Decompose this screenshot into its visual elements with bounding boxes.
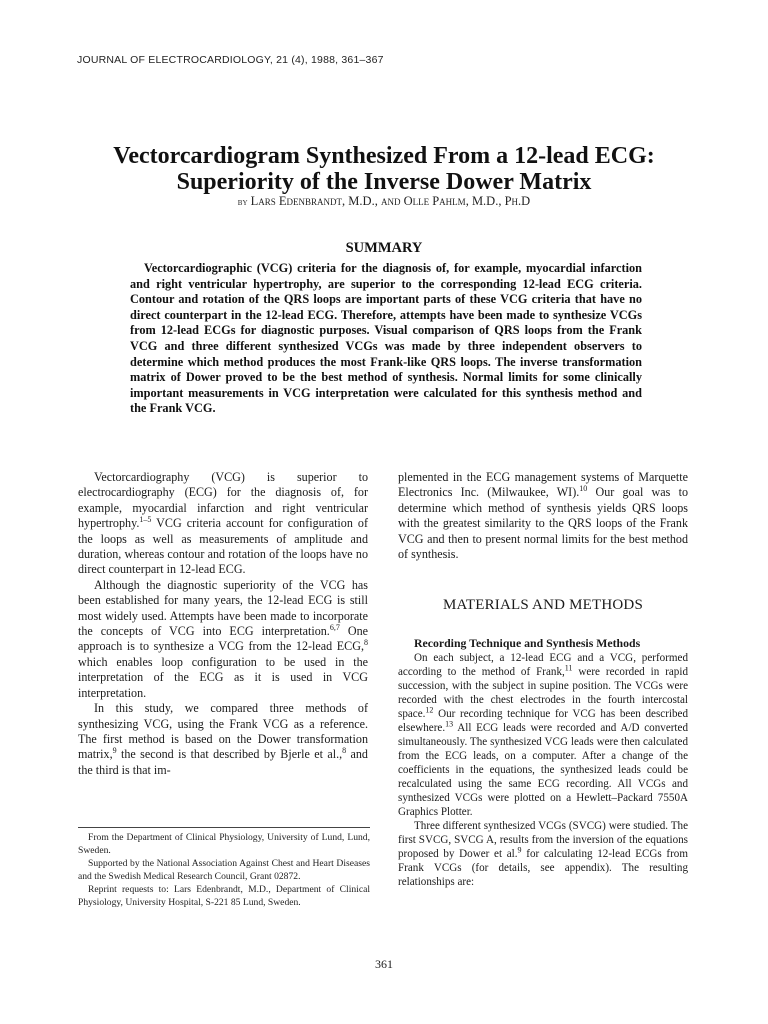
- left-paragraph-3: In this study, we compared three methods of synthesizing VCG, using the Frank VCG as a reference. The first method is based on the Dower transformation matrix,$^9$ the second is that described by Bjerle et al.,$^8$ and the third is that im-: [78, 701, 368, 777]
- footnote-affiliation: From the Department of Clinical Physiology, University of Lund, Lund, Sweden.: [78, 832, 370, 856]
- author-2-degree-phd: Ph.D: [504, 194, 531, 208]
- summary-heading: SUMMARY: [345, 240, 423, 256]
- left-paragraph-2: Although the diagnostic superiority of the VCG has been established for many years, the 12-lead ECG is still most widely used. Attempts have been made to incorporate the concepts of VCG into ECG interpretation.$^{6,7}$ One approach is to synthesize a VCG from the 12-lead ECG,$^8$ which enables loop configuration to be used in the interpretation of the ECG as it is used in VCG interpretation.: [78, 577, 368, 700]
- summary-text: Vectorcardiographic (VCG) criteria for the diagnosis of, for example, myocardial infarction and right ventricular hypertrophy, are superior to the corresponding 12-lead ECG criteria. Contour and rotation of the QRS loops are important parts of these VCG criteria that have no direct counterpart in the 12-lead ECG. Therefore, attempts have been made to synthesize VCGs from 12-lead ECGs for diagnostic purposes. Visual comparison of QRS loops from the Frank VCG and three different synthesized VCGs was made by three independent observers to determine which method produces the most Frank-like QRS loops. The inverse transformation matrix of Dower proved to be the best method of synthesis. Normal limits for some clinically important measurements in VCG interpretation were calculated for this synthesis method and the Frank VCG.: [130, 261, 642, 416]
- right-paragraph-2: On each subject, a 12-lead ECG and a VCG, performed according to the method of Frank,$^{11}$ were recorded in rapid succession, with the subject in supine position. The VCGs were recorded with the chest electrodes in the fourth intercostal space.$^{12}$ Our recording technique for VCG has been described elsewhere.$^{13}$ All ECG leads were recorded and A/D converted simultaneously. The synthesized VCG leads were then calculated from the ECG leads, on a computer. After a change of the coefficients in the equations, the synthesized leads could be recalculated using the same ECG recording. All VCGs and synthesized VCGs were plotted on a Hewlett–Packard 7550A Graphics Plotter.: [398, 652, 688, 819]
- author-2-degree: , M.D.,: [465, 194, 505, 208]
- byline-and: and: [380, 194, 401, 208]
- author-1-degree: , M.D.,: [342, 194, 381, 208]
- right-paragraph-3: Three different synthesized VCGs (SVCG) were studied. The first SVCG, SVCG A, results from the inversion of the equations proposed by Dower et al.$^9$ for calculating 12-lead ECGs from Frank VCGs (for details, see appendix). The resulting relationships are:: [398, 820, 688, 889]
- page-number: 361: [375, 957, 393, 971]
- title-line-2: Superiority of the Inverse Dower Matrix: [176, 169, 592, 195]
- subsection-heading-recording: Recording Technique and Synthesis Methods: [414, 635, 641, 650]
- article-title: [40, 143, 728, 195]
- right-column: [398, 470, 688, 889]
- author-2: Olle Pahlm: [403, 194, 466, 208]
- byline: [40, 194, 728, 209]
- left-paragraph-1: Vectorcardiography (VCG) is superior to electrocardiography (ECG) for the diagnosis of, for example, myocardial infarction and right ventricular hypertrophy.$^{1-5}$ VCG criteria account for configuration of the loops as well as measurements of amplitude and duration, whereas contour and rotation of the loops have no direct counterpart in 12-lead ECG.: [78, 470, 368, 577]
- left-column: [78, 470, 368, 778]
- footnote-reprint: Reprint requests to: Lars Edenbrandt, M.D., Department of Clinical Physiology, University Hospital, S-221 85 Lund, Sweden.: [78, 884, 370, 908]
- byline-by: by: [237, 197, 248, 208]
- footnote-funding: Supported by the National Association Against Chest and Heart Diseases and the Swedish Medical Research Council, Grant 02872.: [78, 858, 370, 882]
- title-line-1: Vectorcardiogram Synthesized From a 12-lead ECG:: [113, 143, 655, 169]
- author-1: Lars Edenbrandt: [250, 194, 343, 208]
- journal-header: JOURNAL OF ELECTROCARDIOLOGY, 21 (4), 1988, 361–367: [77, 54, 384, 66]
- right-paragraph-1: plemented in the ECG management systems of Marquette Electronics Inc. (Milwaukee, WI).$^{10}$ Our goal was to determine which method of synthesis yields QRS loops with the greatest similarity to the QRS loops of the Frank VCG and then to present normal limits for the best method of synthesis.: [398, 470, 688, 562]
- footnotes: [78, 827, 370, 909]
- section-heading-materials-methods: MATERIALS AND METHODS: [442, 597, 644, 614]
